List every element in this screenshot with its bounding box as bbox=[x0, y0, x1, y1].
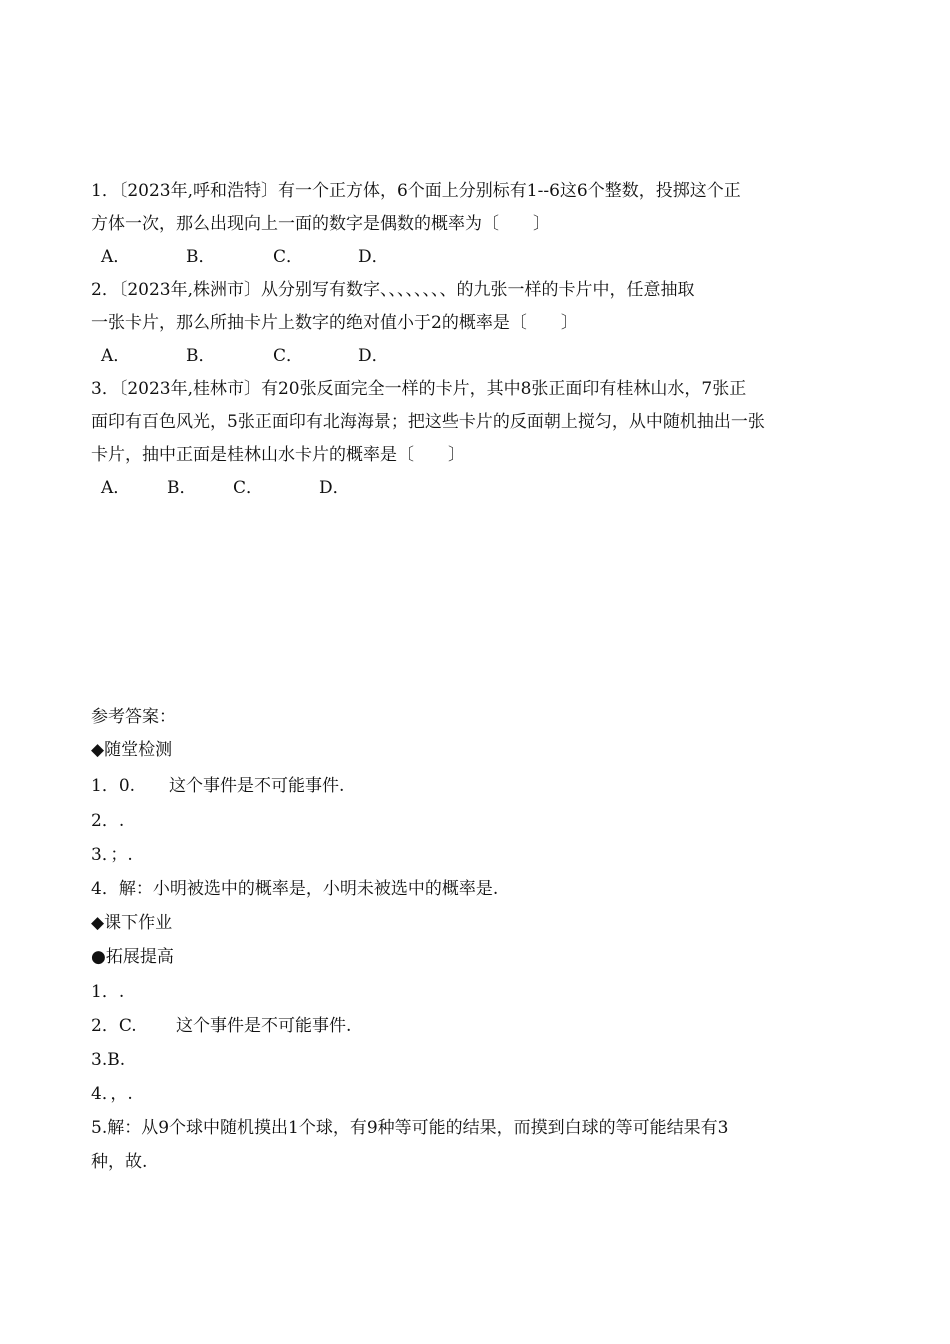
question-3-line-1: 3．〔2023年,桂林市〕有20张反面完全一样的卡片，其中8张正面印有桂林山水，7张正 bbox=[91, 379, 747, 399]
option-c: C． bbox=[273, 346, 304, 366]
answer-item: 2．. bbox=[91, 811, 125, 831]
option-d: D． bbox=[358, 247, 389, 267]
answer-item: 3.B. bbox=[91, 1050, 126, 1070]
subsection-heading: ●拓展提高 bbox=[91, 947, 174, 967]
question-2-line-1: 2．〔2023年,株洲市〕从分别写有数字、、、、、、、、的九张一样的卡片中，任意抽取 bbox=[91, 280, 695, 300]
option-d: D． bbox=[358, 346, 389, 366]
question-1-line-2: 方体一次，那么出现向上一面的数字是偶数的概率为〔 〕 bbox=[91, 214, 550, 234]
option-b: B． bbox=[186, 346, 216, 366]
option-d: D． bbox=[319, 478, 350, 498]
option-c: C． bbox=[273, 247, 304, 267]
answer-item: 3．；. bbox=[91, 845, 133, 865]
option-a: A． bbox=[101, 478, 131, 498]
answer-item: 2．C. 这个事件是不可能事件. bbox=[91, 1016, 352, 1036]
answer-item: 1．0. 这个事件是不可能事件. bbox=[91, 776, 345, 796]
option-c: C． bbox=[233, 478, 264, 498]
question-1-line-1: 1．〔2023年,呼和浩特〕有一个正方体，6个面上分别标有1--6这6个整数，投掷这个正 bbox=[91, 181, 741, 201]
section-heading-homework: ◆课下作业 bbox=[91, 913, 173, 933]
question-2-line-2: 一张卡片，那么所抽卡片上数字的绝对值小于2的概率是〔 〕 bbox=[91, 313, 578, 333]
answer-item-5-line-2: 种，故. bbox=[91, 1152, 148, 1172]
answer-item: 1．. bbox=[91, 982, 125, 1002]
option-a: A． bbox=[101, 346, 131, 366]
answer-item: 4．，. bbox=[91, 1084, 133, 1104]
answer-item-5-line-1: 5.解：从9个球中随机摸出1个球，有9种等可能的结果，而摸到白球的等可能结果有3 bbox=[91, 1118, 729, 1138]
option-b: B． bbox=[167, 478, 197, 498]
answer-item: 4．解：小明被选中的概率是，小明未被选中的概率是. bbox=[91, 879, 499, 899]
option-a: A． bbox=[101, 247, 131, 267]
answers-title: 参考答案： bbox=[91, 707, 176, 727]
option-b: B． bbox=[186, 247, 216, 267]
question-3-line-2: 面印有百色风光，5张正面印有北海海景；把这些卡片的反面朝上搅匀，从中随机抽出一张 bbox=[91, 412, 765, 432]
section-heading-in-class: ◆随堂检测 bbox=[91, 740, 173, 760]
question-3-line-3: 卡片，抽中正面是桂林山水卡片的概率是〔 〕 bbox=[91, 445, 465, 465]
